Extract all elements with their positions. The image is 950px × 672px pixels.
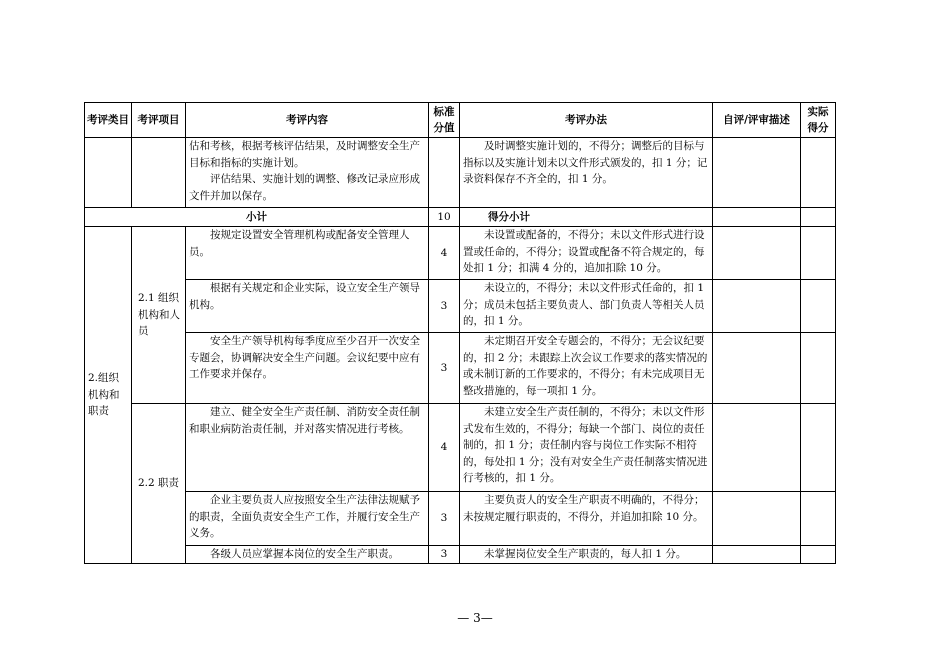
subtotal-row (85, 208, 836, 227)
score-cell: 3 (429, 492, 460, 546)
content-text: 估和考核，根据考核评估结果，及时调整安全生产目标和指标的实施计划。 (189, 140, 420, 169)
header-item: 考评项目 (132, 103, 186, 138)
method-cell: 未建立安全生产责任制的，不得分；未以文件形式发布生效的，不得分；每缺一个部门、岗位的责任制的，扣 1 分；责任制内容与岗位工作实际不相符的，每处扣 1 分；没有对安全生产责任制落实情况进行考核的，扣 1 分。 (460, 404, 713, 492)
method-cell (460, 138, 713, 208)
table-row (85, 546, 836, 564)
actual-cell (801, 208, 836, 227)
category-cell: 2.组织机构和职责 (85, 227, 132, 564)
method-cell: 未设置或配备的，不得分；未以文件形式进行设置或任命的，不得分；设置或配备不符合规定的，每处扣 1 分；扣满 4 分的，追加扣除 10 分。 (460, 227, 713, 280)
content-text: 评估结果、实施计划的调整、修改记录应形成文件并加以保存。 (189, 173, 420, 202)
evaluation-table (84, 102, 836, 564)
header-self-eval: 自评/评审描述 (713, 103, 801, 138)
table-row (85, 227, 836, 280)
content-cell: 按规定设置安全管理机构或配备安全管理人员。 (186, 227, 429, 280)
header-category: 考评类目 (85, 103, 132, 138)
header-content: 考评内容 (186, 103, 429, 138)
method-cell: 未定期召开安全专题会的，不得分；无会议纪要的，扣 2 分；未跟踪上次会议工作要求的落实情况的或未制订新的工作要求的，不得分；有未完成项目无整改措施的，每一项扣 1 分。 (460, 333, 713, 404)
content-cell: 安全生产领导机构每季度应至少召开一次安全专题会，协调解决安全生产问题。会议纪要中应有工作要求并保存。 (186, 333, 429, 404)
subtotal-label: 小计 (85, 208, 429, 227)
score-cell: 4 (429, 227, 460, 280)
table-row (85, 138, 836, 208)
method-text: 及时调整实施计划的，不得分；调整后的目标与指标以及实施计划未以文件形式颁发的，扣 1 分；记录资料保存不齐全的，扣 1 分。 (463, 140, 708, 185)
method-cell: 未掌握岗位安全生产职责的，每人扣 1 分。 (460, 546, 713, 564)
self-eval-cell (713, 333, 801, 404)
subtotal-score-label: 得分小计 (460, 208, 713, 227)
content-cell: 企业主要负责人应按照安全生产法律法规赋予的职责，全面负责安全生产工作，并履行安全生产义务。 (186, 492, 429, 546)
actual-cell (801, 492, 836, 546)
score-cell: 3 (429, 333, 460, 404)
header-row (85, 103, 836, 138)
header-method: 考评办法 (460, 103, 713, 138)
content-cell (186, 138, 429, 208)
actual-cell (801, 138, 836, 208)
method-cell: 主要负责人的安全生产职责不明确的，不得分；未按规定履行职责的，不得分，并追加扣除 10 分。 (460, 492, 713, 546)
actual-cell (801, 404, 836, 492)
self-eval-cell (713, 227, 801, 280)
actual-cell (801, 546, 836, 564)
item-cell (132, 138, 186, 208)
header-actual: 实际得分 (801, 103, 836, 138)
content-cell: 根据有关规定和企业实际，设立安全生产领导机构。 (186, 280, 429, 333)
score-cell (429, 138, 460, 208)
header-score: 标准分值 (429, 103, 460, 138)
self-eval-cell (713, 546, 801, 564)
category-cell (85, 138, 132, 208)
content-cell: 各级人员应掌握本岗位的安全生产职责。 (186, 546, 429, 564)
self-eval-cell (713, 280, 801, 333)
self-eval-cell (713, 492, 801, 546)
self-eval-cell (713, 208, 801, 227)
table-row (85, 492, 836, 546)
self-eval-cell (713, 404, 801, 492)
self-eval-cell (713, 138, 801, 208)
score-cell: 3 (429, 280, 460, 333)
score-cell: 3 (429, 546, 460, 564)
page-number: — 3— (457, 611, 493, 625)
table-row (85, 404, 836, 492)
method-cell: 未设立的，不得分；未以文件形式任命的，扣 1 分；成员未包括主要负责人、部门负责人等相关人员的，扣 1 分。 (460, 280, 713, 333)
content-cell: 建立、健全安全生产责任制、消防安全责任制和职业病防治责任制，并对落实情况进行考核。 (186, 404, 429, 492)
subtotal-score: 10 (429, 208, 460, 227)
score-cell: 4 (429, 404, 460, 492)
table-row (85, 280, 836, 333)
actual-cell (801, 280, 836, 333)
table-row (85, 333, 836, 404)
item-cell: 2.2 职责 (132, 404, 186, 564)
item-cell: 2.1 组织机构和人员 (132, 227, 186, 404)
actual-cell (801, 333, 836, 404)
actual-cell (801, 227, 836, 280)
